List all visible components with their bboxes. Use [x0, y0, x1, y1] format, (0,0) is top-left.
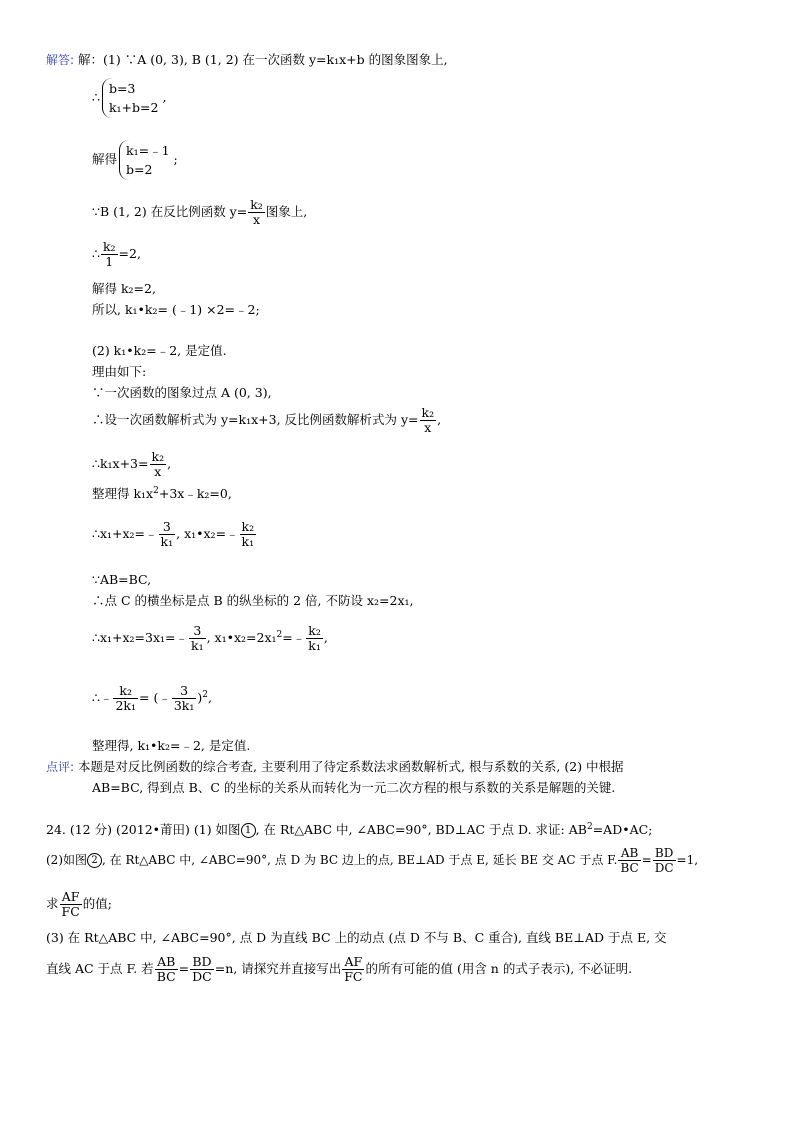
fraction: $\frac{3}{\text{3k₁}}$	[173, 683, 195, 713]
question-24-line-5: 直线 AC 于点 F. 若 $\frac{AB}{BC}$ = $\frac{BD}{DC}$ =n, 请探究并直接写出 $\frac{AF}{FC}$ 的所有可能的值 (用含 n 的式子表示), 不必证明.	[46, 954, 633, 984]
brace-system: k₁=﹣1 b=2	[119, 140, 174, 180]
solution-line-5: ∴ $\frac{\text{k₂}}{1}$ =2,	[92, 239, 141, 269]
fraction: $\frac{\text{k₂}}{x}$	[151, 449, 165, 479]
circled-number-2: 2	[87, 853, 102, 868]
solution-line-17: ∴x₁+x₂=3x₁=﹣ $\frac{3}{\text{k₁}}$ , x₁•x₂=2x₁$^2$=﹣ $\frac{\text{k₂}}{\text{k₁}}$ ,	[92, 623, 328, 653]
fraction: $\frac{\text{k₂}}{1}$	[102, 239, 116, 269]
brace-system: b=3 k₁+b=2	[102, 78, 163, 118]
solution-line-18: ∴﹣ $\frac{\text{k₂}}{\text{2k₁}}$ = (﹣ $\frac{3}{\text{3k₁}}$ )$^2$,	[92, 683, 212, 713]
equation-system-2: 解得 k₁=﹣1 b=2 ;	[92, 140, 178, 180]
fraction: $\frac{\text{k₂}}{\text{k₁}}$	[241, 519, 255, 549]
question-24-line-3: 求 $\frac{AF}{FC}$ 的值;	[46, 889, 112, 919]
solution-line-4: ∵B (1, 2) 在反比例函数 y= $\frac{\text{k₂}}{x}$ 图象上,	[92, 197, 308, 227]
fraction: $\frac{3}{\text{k₁}}$	[160, 519, 174, 549]
fraction: $\frac{AF}{FC}$	[344, 954, 363, 984]
solution-line-8: (2) k₁•k₂=﹣2, 是定值.	[92, 343, 227, 358]
question-24-line-2: (2)如图 2 , 在 Rt△ABC 中, ∠ABC=90°, 点 D 为 BC 边上的点, BE⊥AD 于点 E, 延长 BE 交 AC 于点 F. $\frac{AB}{BC}$ = $\frac{BD}{DC}$ =1,	[46, 846, 699, 875]
fraction: $\frac{AB}{BC}$	[620, 846, 639, 875]
fraction: $\frac{AB}{BC}$	[156, 954, 176, 984]
comment-label: 点评:	[46, 760, 75, 774]
comment-line-1: 点评: 本题是对反比例函数的综合考查, 主要利用了待定系数法求函数解析式, 根与系数的关系, (2) 中根据	[46, 759, 624, 774]
solution-line-19: 整理得, k₁•k₂=﹣2, 是定值.	[92, 738, 251, 753]
fraction: $\frac{BD}{DC}$	[192, 954, 212, 984]
equation-system-1: ∴ b=3 k₁+b=2 ,	[92, 78, 166, 118]
solution-line-7: 所以, k₁•k₂= (﹣1) ×2=﹣2;	[92, 302, 260, 317]
comment-line-2: AB=BC, 得到点 B、C 的坐标的关系从而转化为一元二次方程的根与系数的关系是解题的关键.	[92, 780, 616, 795]
circled-number-1: 1	[241, 823, 256, 838]
solution-line-14: ∴x₁+x₂=﹣ $\frac{3}{\text{k₁}}$ , x₁•x₂=﹣ $\frac{\text{k₂}}{\text{k₁}}$	[92, 519, 255, 549]
solution-line-12: ∴k₁x+3= $\frac{\text{k₂}}{x}$ ,	[92, 449, 172, 479]
solution-line-15: ∵AB=BC,	[92, 572, 152, 587]
solution-line-11: ∴设一次函数解析式为 y=k₁x+3, 反比例函数解析式为 y= $\frac{\text{k₂}}{x}$ ,	[92, 405, 442, 435]
fraction: $\frac{3}{\text{k₁}}$	[191, 623, 204, 653]
fraction: $\frac{\text{k₂}}{x}$	[421, 405, 435, 435]
solution-header-line	[46, 52, 448, 68]
fraction: $\frac{BD}{DC}$	[654, 846, 674, 875]
fraction: $\frac{\text{k₂}}{\text{2k₁}}$	[115, 683, 136, 713]
solution-label: 解答:	[46, 53, 75, 67]
solution-line-1: 解：(1) ∵A (0, 3), B (1, 2) 在一次函数 y=k₁x+b 的图象图象上,	[78, 52, 448, 67]
solution-line-9: 理由如下:	[92, 364, 147, 379]
solution-line-13: 整理得 $k_1x^2+3x﹣k_2=0$,	[92, 486, 232, 501]
solution-line-6: 解得 k₂=2,	[92, 281, 156, 296]
solution-line-10: ∵一次函数的图象过点 A (0, 3),	[92, 385, 272, 400]
solution-line-16: ∴点 C 的横坐标是点 B 的纵坐标的 2 倍, 不防设 x₂=2x₁,	[92, 593, 414, 608]
fraction: $\frac{\text{k₂}}{\text{k₁}}$	[308, 623, 321, 653]
fraction: $\frac{\text{k₂}}{x}$	[250, 197, 263, 227]
question-24-line-4: (3) 在 Rt△ABC 中, ∠ABC=90°, 点 D 为直线 BC 上的动点 (点 D 不与 B、C 重合), 直线 BE⊥AD 于点 E, 交	[46, 930, 667, 945]
question-24-line-1: 24. (12 分) (2012•莆田) (1) 如图 1 , 在 Rt△ABC 中, ∠ABC=90°, BD⊥AC 于点 D. 求证: $AB^2=AD•AC$;	[46, 822, 653, 837]
fraction: $\frac{AF}{FC}$	[61, 889, 80, 919]
